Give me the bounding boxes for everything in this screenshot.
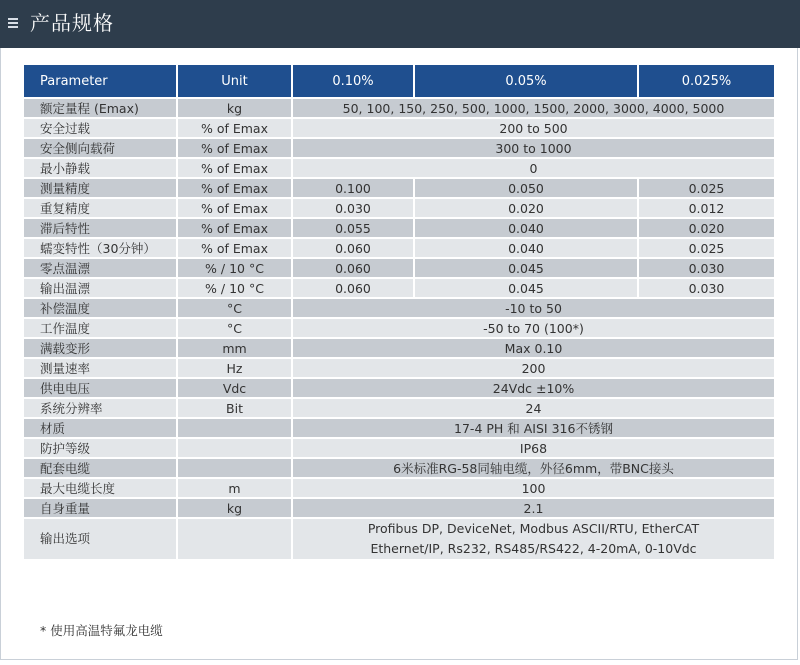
table-row <box>24 318 774 338</box>
value-cell: 0.030 <box>638 258 774 278</box>
unit-cell: kg <box>177 98 292 118</box>
value-cell: IP68 <box>292 438 774 458</box>
value-cell: 0.020 <box>414 198 638 218</box>
table-row <box>24 438 774 458</box>
value-cell: 6米标准RG-58同轴电缆，外径6mm，带BNC接头 <box>292 458 774 478</box>
column-header: 0.025% <box>638 65 774 98</box>
value-cell: 0.020 <box>638 218 774 238</box>
column-header: 0.10% <box>292 65 414 98</box>
value-cell: 0.050 <box>414 178 638 198</box>
table-row <box>24 418 774 438</box>
unit-cell: % of Emax <box>177 118 292 138</box>
param-cell: 滞后特性 <box>24 218 177 238</box>
value-cell: -50 to 70 (100*) <box>292 318 774 338</box>
footnote: * 使用高温特氟龙电缆 <box>40 623 163 638</box>
value-cell: 300 to 1000 <box>292 138 774 158</box>
unit-cell <box>177 518 292 560</box>
value-cell: 24Vdc ±10% <box>292 378 774 398</box>
unit-cell: °C <box>177 318 292 338</box>
unit-cell <box>177 458 292 478</box>
value-cell: 50, 100, 150, 250, 500, 1000, 1500, 2000, 3000, 4000, 5000 <box>292 98 774 118</box>
unit-cell: Hz <box>177 358 292 378</box>
param-cell: 工作温度 <box>24 318 177 338</box>
unit-cell: % of Emax <box>177 218 292 238</box>
table-row <box>24 298 774 318</box>
value-cell: 0.040 <box>414 218 638 238</box>
column-header: 0.05% <box>414 65 638 98</box>
spec-table <box>24 65 774 561</box>
param-cell: 测量速率 <box>24 358 177 378</box>
value-cell: 0.100 <box>292 178 414 198</box>
column-header: Parameter <box>24 65 177 98</box>
table-row <box>24 398 774 418</box>
table-row <box>24 218 774 238</box>
param-cell: 蠕变特性（30分钟） <box>24 238 177 258</box>
value-line: Ethernet/IP, Rs232, RS485/RS422, 4-20mA, 0-10Vdc <box>370 541 697 556</box>
table-row <box>24 378 774 398</box>
unit-cell: Vdc <box>177 378 292 398</box>
unit-cell <box>177 418 292 438</box>
value-cell: 24 <box>292 398 774 418</box>
table-row <box>24 478 774 498</box>
value-cell: 0.060 <box>292 238 414 258</box>
table-row <box>24 338 774 358</box>
unit-cell: Bit <box>177 398 292 418</box>
param-cell: 自身重量 <box>24 498 177 518</box>
value-cell: 0.045 <box>414 258 638 278</box>
value-cell: Max 0.10 <box>292 338 774 358</box>
table-row <box>24 198 774 218</box>
list-icon <box>8 18 18 28</box>
column-header: Unit <box>177 65 292 98</box>
unit-cell: kg <box>177 498 292 518</box>
value-cell: 0 <box>292 158 774 178</box>
param-cell: 材质 <box>24 418 177 438</box>
value-cell: 200 <box>292 358 774 378</box>
param-cell: 输出选项 <box>24 518 177 560</box>
value-cell: 0.030 <box>638 278 774 298</box>
param-cell: 配套电缆 <box>24 458 177 478</box>
param-cell: 系统分辨率 <box>24 398 177 418</box>
table-row <box>24 458 774 478</box>
value-cell: 0.055 <box>292 218 414 238</box>
table-row <box>24 358 774 378</box>
value-cell: 0.030 <box>292 198 414 218</box>
param-cell: 最大电缆长度 <box>24 478 177 498</box>
table-row <box>24 98 774 118</box>
section-header <box>0 0 800 48</box>
value-cell: 0.012 <box>638 198 774 218</box>
param-cell: 额定量程 (Emax) <box>24 98 177 118</box>
value-cell: 100 <box>292 478 774 498</box>
table-row <box>24 278 774 298</box>
value-line: Profibus DP, DeviceNet, Modbus ASCII/RTU, EtherCAT <box>367 521 700 536</box>
value-cell <box>292 518 774 560</box>
table-row <box>24 138 774 158</box>
unit-cell: % of Emax <box>177 138 292 158</box>
table-row <box>24 238 774 258</box>
unit-cell: % of Emax <box>177 198 292 218</box>
table-row <box>24 518 774 560</box>
table-body <box>24 98 774 560</box>
table-row <box>24 158 774 178</box>
param-cell: 最小静载 <box>24 158 177 178</box>
table-row <box>24 178 774 198</box>
value-cell: 0.025 <box>638 238 774 258</box>
param-cell: 测量精度 <box>24 178 177 198</box>
unit-cell: m <box>177 478 292 498</box>
unit-cell: % / 10 °C <box>177 258 292 278</box>
value-cell: 0.045 <box>414 278 638 298</box>
table-header-row <box>24 65 774 98</box>
unit-cell: % of Emax <box>177 178 292 198</box>
value-cell: 17-4 PH 和 AISI 316不锈钢 <box>292 418 774 438</box>
unit-cell: % / 10 °C <box>177 278 292 298</box>
unit-cell: % of Emax <box>177 158 292 178</box>
param-cell: 安全侧向载荷 <box>24 138 177 158</box>
param-cell: 重复精度 <box>24 198 177 218</box>
table-row <box>24 498 774 518</box>
param-cell: 防护等级 <box>24 438 177 458</box>
param-cell: 补偿温度 <box>24 298 177 318</box>
unit-cell: mm <box>177 338 292 358</box>
value-cell: 0.060 <box>292 278 414 298</box>
value-cell: 2.1 <box>292 498 774 518</box>
param-cell: 满载变形 <box>24 338 177 358</box>
value-cell: 0.025 <box>638 178 774 198</box>
param-cell: 零点温漂 <box>24 258 177 278</box>
value-cell: 0.040 <box>414 238 638 258</box>
value-cell: -10 to 50 <box>292 298 774 318</box>
param-cell: 输出温漂 <box>24 278 177 298</box>
table-row <box>24 118 774 138</box>
value-cell: 200 to 500 <box>292 118 774 138</box>
unit-cell <box>177 438 292 458</box>
value-cell: 0.060 <box>292 258 414 278</box>
table-row <box>24 258 774 278</box>
unit-cell: °C <box>177 298 292 318</box>
section-title: 产品规格 <box>30 11 114 35</box>
unit-cell: % of Emax <box>177 238 292 258</box>
param-cell: 安全过载 <box>24 118 177 138</box>
param-cell: 供电电压 <box>24 378 177 398</box>
